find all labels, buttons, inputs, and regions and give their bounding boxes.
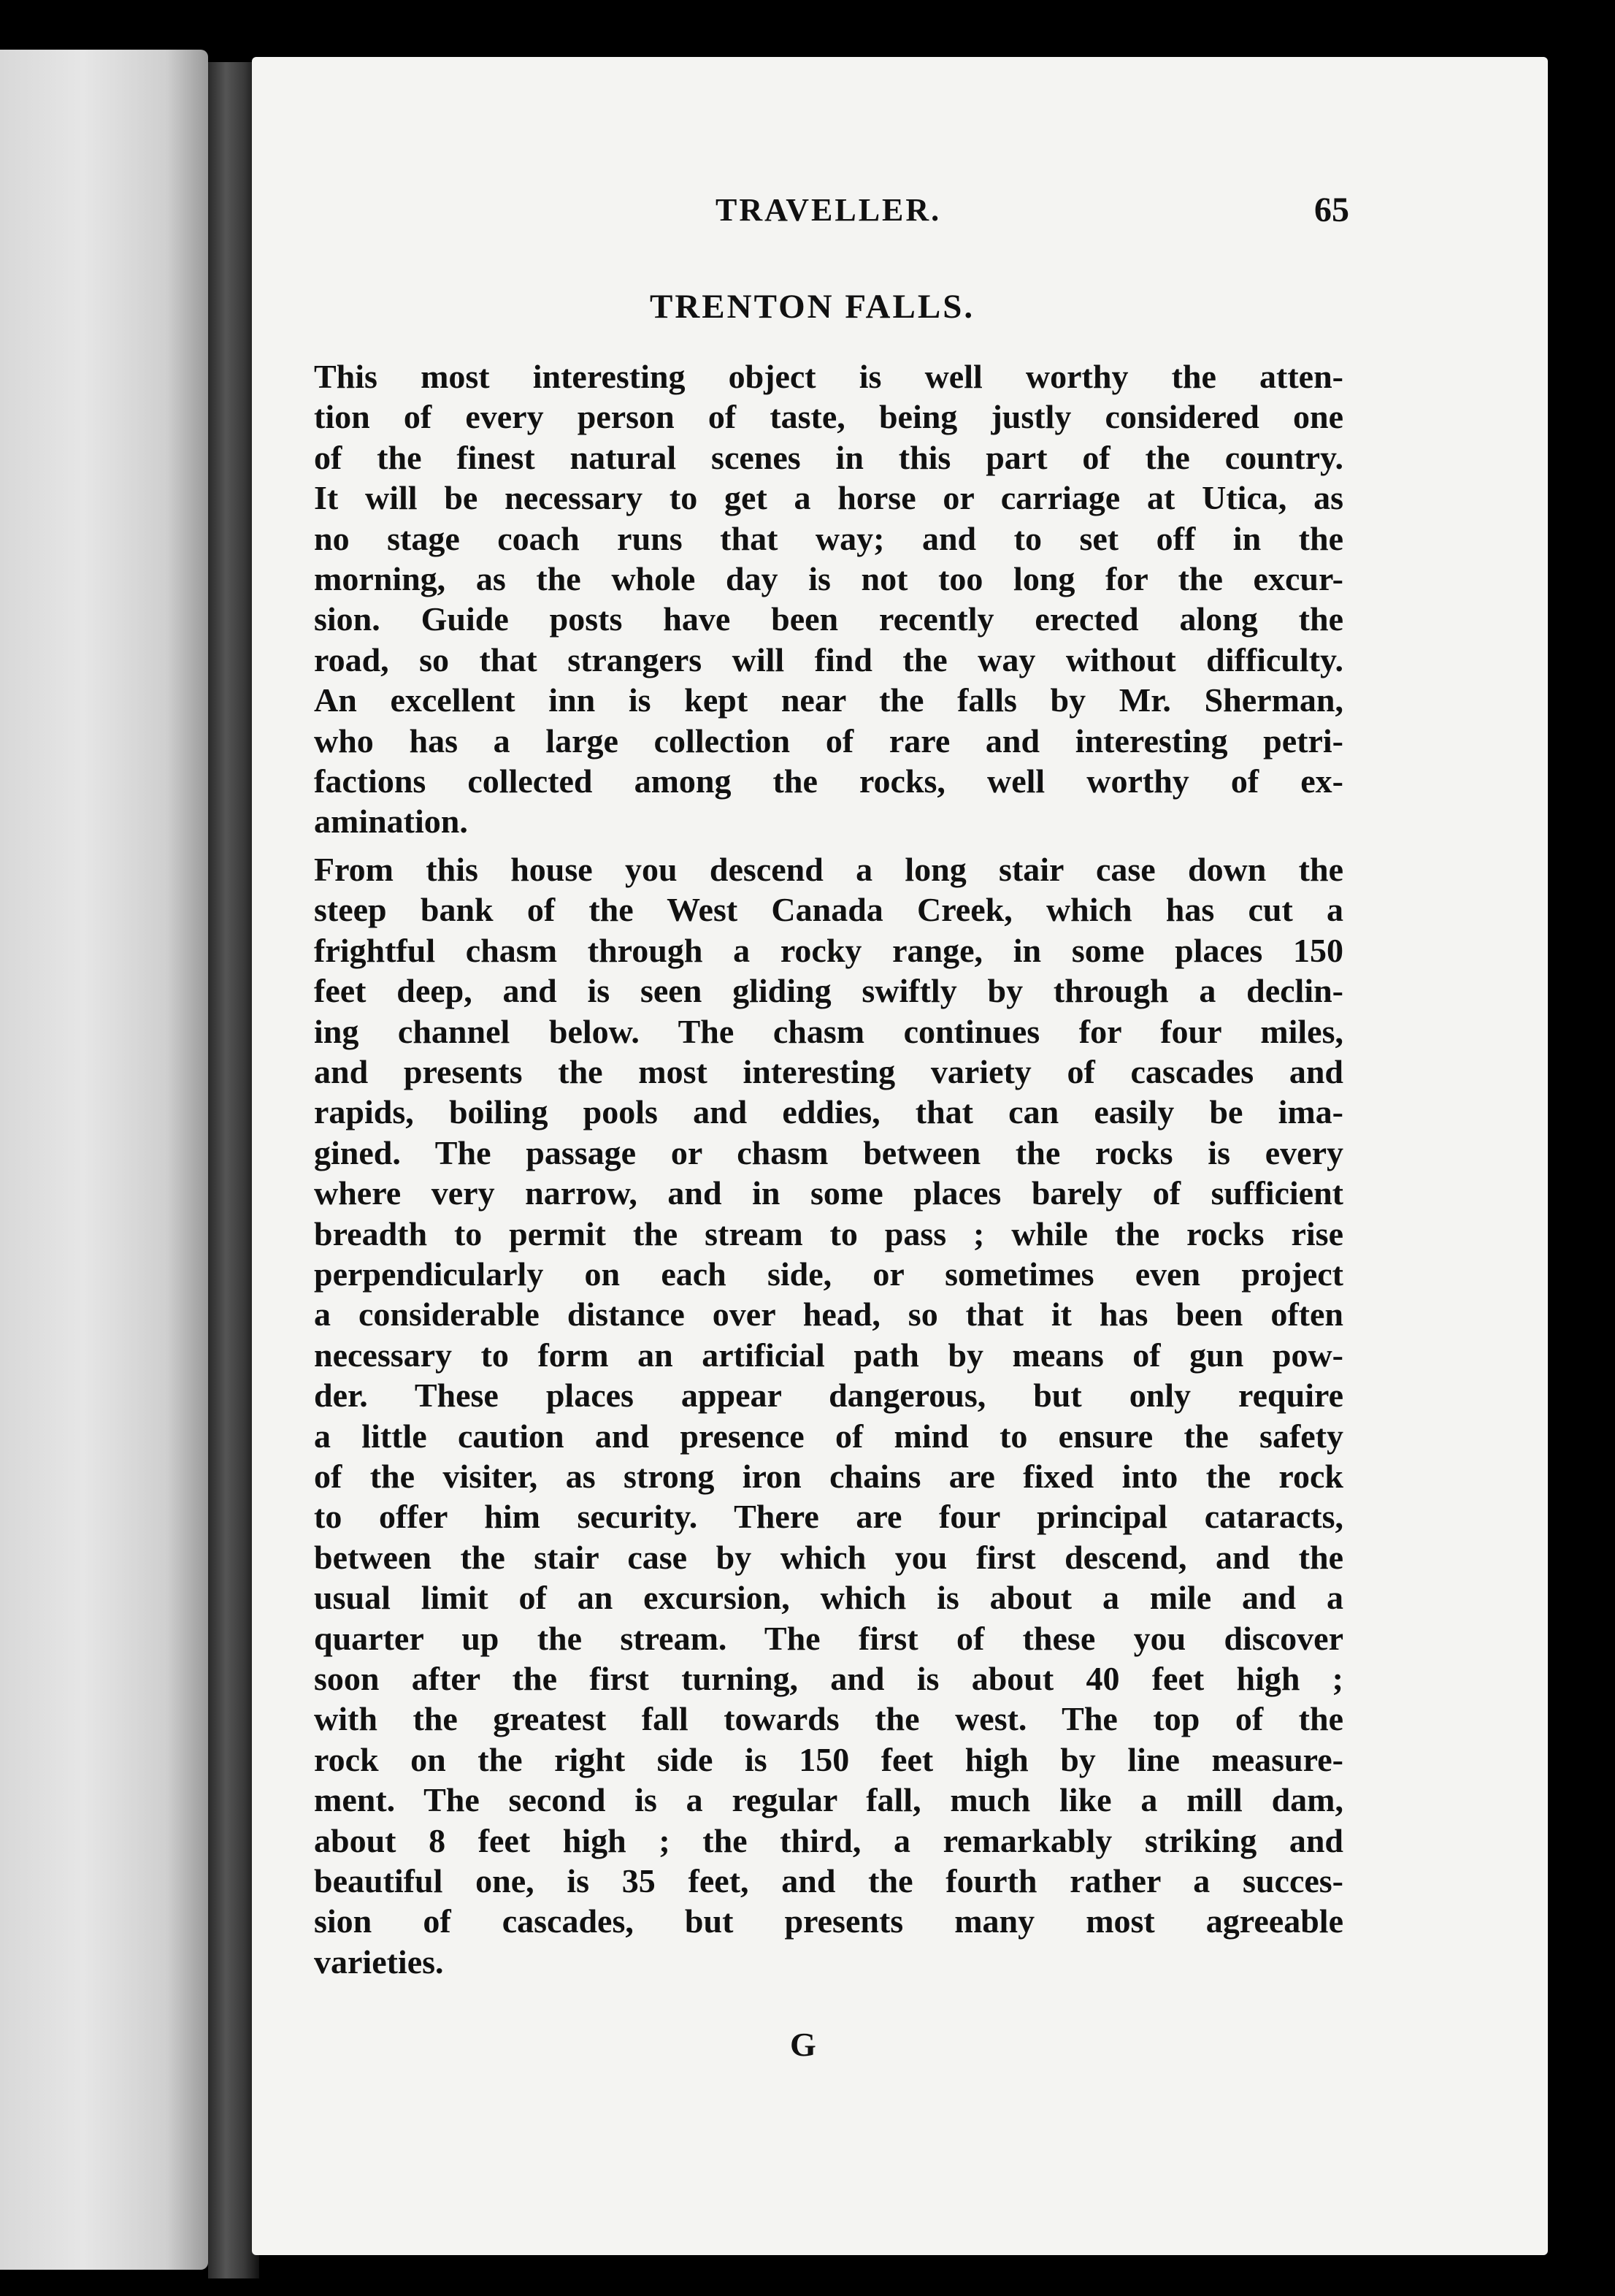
text-line: to offer him security. There are four principal cataracts, xyxy=(314,1498,1343,1536)
paragraph xyxy=(314,356,1343,842)
text-line: It will be necessary to get a horse or carriage at Utica, as xyxy=(314,479,1343,517)
text-line: varieties. xyxy=(314,1943,444,1981)
text-line: frightful chasm through a rocky range, in some places 150 xyxy=(314,931,1343,969)
text-line: der. These places appear dangerous, but only require xyxy=(314,1377,1343,1415)
text-line: From this house you descend a long stair case down the xyxy=(314,850,1343,888)
text-line: rapids, boiling pools and eddies, that can easily be ima- xyxy=(314,1093,1343,1131)
text-line: amination. xyxy=(314,803,468,841)
text-line: perpendicularly on each side, or sometimes even project xyxy=(314,1255,1343,1293)
text-line: a little caution and presence of mind to ensure the safety xyxy=(314,1417,1343,1455)
text-line: with the greatest fall towards the west. The top of the xyxy=(314,1700,1343,1738)
facing-page-edge xyxy=(0,50,208,2270)
text-line: rock on the right side is 150 feet high by line measure- xyxy=(314,1740,1343,1778)
text-line: tion of every person of taste, being justly considered one xyxy=(314,398,1343,436)
text-line: of the visiter, as strong iron chains are fixed into the rock xyxy=(314,1457,1343,1495)
text-line: An excellent inn is kept near the falls by Mr. Sherman, xyxy=(314,681,1343,719)
text-line: ment. The second is a regular fall, much like a mill dam, xyxy=(314,1781,1343,1819)
text-line: road, so that strangers will find the way without difficulty. xyxy=(314,640,1343,678)
text-line: where very narrow, and in some places barely of sufficient xyxy=(314,1174,1343,1212)
text-line: factions collected among the rocks, well worthy of ex- xyxy=(314,762,1343,800)
printer-signature-mark: G xyxy=(790,2026,816,2063)
text-line: sion of cascades, but presents many most agreeable xyxy=(314,1902,1343,1940)
text-line: sion. Guide posts have been recently erected along the xyxy=(314,600,1343,638)
text-line: breadth to permit the stream to pass ; while the rocks rise xyxy=(314,1214,1343,1252)
running-title: TRAVELLER. xyxy=(716,192,942,228)
text-line: gined. The passage or chasm between the rocks is every xyxy=(314,1133,1343,1171)
text-line: no stage coach runs that way; and to set off in the xyxy=(314,519,1343,557)
body-text xyxy=(314,356,1343,1982)
text-line: who has a large collection of rare and interesting petri- xyxy=(314,722,1343,759)
text-line: usual limit of an excursion, which is about a mile and a xyxy=(314,1579,1343,1617)
text-line: steep bank of the West Canada Creek, which has cut a xyxy=(314,891,1343,929)
text-line: and presents the most interesting variety of cascades and xyxy=(314,1052,1343,1090)
text-line: morning, as the whole day is not too long for the excur- xyxy=(314,560,1343,598)
page-number: 65 xyxy=(1314,191,1349,229)
text-line: quarter up the stream. The first of these you discover xyxy=(314,1619,1343,1657)
text-line: about 8 feet high ; the third, a remarkably striking and xyxy=(314,1821,1343,1859)
text-line: beautiful one, is 35 feet, and the fourth rather a succes- xyxy=(314,1862,1343,1900)
paragraph xyxy=(314,849,1343,1982)
text-line: between the stair case by which you first descend, and the xyxy=(314,1538,1343,1576)
text-line: of the finest natural scenes in this part of the country. xyxy=(314,438,1343,476)
text-line: ing channel below. The chasm continues for four miles, xyxy=(314,1012,1343,1050)
text-line: feet deep, and is seen gliding swiftly by through a declin- xyxy=(314,972,1343,1010)
text-line: soon after the first turning, and is about 40 feet high ; xyxy=(314,1660,1343,1697)
text-line: This most interesting object is well worthy the atten- xyxy=(314,358,1343,395)
text-line: a considerable distance over head, so that it has been often xyxy=(314,1296,1343,1333)
text-line: necessary to form an artificial path by means of gun pow- xyxy=(314,1336,1343,1374)
section-title: TRENTON FALLS. xyxy=(650,288,975,326)
